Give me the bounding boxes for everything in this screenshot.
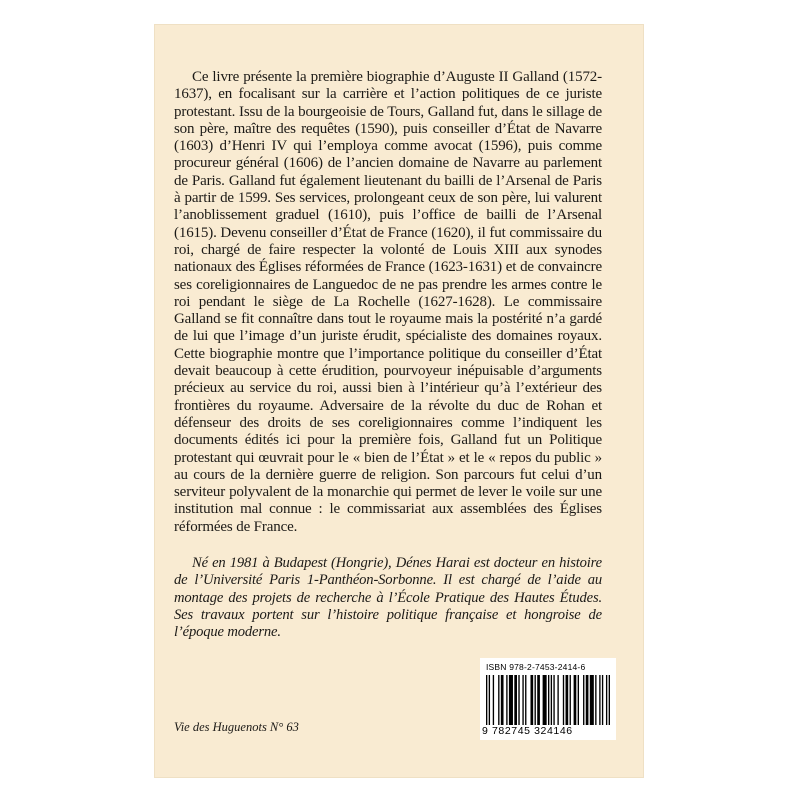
barcode-bar	[548, 675, 549, 725]
barcode-bar	[489, 675, 490, 725]
barcode-bar	[557, 675, 558, 725]
barcode-bar	[530, 675, 533, 725]
barcode-bar	[506, 675, 507, 725]
barcode-bar	[514, 675, 517, 725]
series-label: Vie des Huguenots N° 63	[174, 720, 299, 734]
barcode-bar	[606, 675, 607, 725]
barcode-bar	[566, 675, 569, 725]
author-bio: Né en 1981 à Budapest (Hongrie), Dénes Harai est docteur en histoire de l’Université Paris 1-Panthéon-Sorbonne. Il est chargé de l’aide au montage des projets de recherche à l’École Pratique des Hautes Études. Ses travaux portent sur l’histoire politique française et hongroise de l’époque moderne.	[174, 555, 602, 641]
isbn-number: ISBN 978-2-7453-2414-6	[486, 662, 586, 672]
barcode-bar	[563, 675, 564, 725]
barcode-bar	[525, 675, 526, 725]
barcode-bar	[518, 675, 519, 725]
barcode-bar	[553, 675, 554, 725]
barcode-bar	[509, 675, 513, 725]
barcode-bar	[602, 675, 603, 725]
barcode-bar	[583, 675, 584, 725]
barcode-bar	[551, 675, 552, 725]
barcode-bar	[493, 675, 494, 725]
barcode-bar	[609, 675, 610, 725]
barcode-bar	[522, 675, 523, 725]
barcode-bar	[537, 675, 540, 725]
book-blurb: Ce livre présente la première biographie d’Auguste II Galland (1572-1637), en focalisant sur la carrière et l’action politiques de ce juriste protestant. Issu de la bourgeoisie de Tours, Galland fut, dans le sillage de son père, maître des requêtes (1590), puis conseiller d’État de Navarre (1603) d’Henri IV qui l’employa comme avocat (1596), puis comme procureur général (1606) de l’ancien domaine de Navarre au parlement de Paris. Galland fut également lieutenant du bailli de l’Arsenal de Paris à partir de 1599. Ses services, prolongeant ceux de son père, lui valurent l’anoblissement graduel (1610), puis l’office de bailli de l’Arsenal (1615). Devenu conseiller d’État de France (1620), il fut commissaire du roi, chargé de faire respecter la volonté de Louis XIII aux synodes nationaux des Églises réformées de France (1623-1631) et de convaincre ses coreligionnaires de Languedoc de ne pas prendre les armes contre le roi pendant le siège de La Rochelle (1627-1628). Le commissaire Galland se fit connaître dans tout le royaume mais la postérité n’a gardé de lui que l’image d’un juriste érudit, spécialiste des domaines royaux. Cette biographie montre que l’importance politique du conseiller d’État devait beaucoup à cette érudition, pourvoyeur inépuisable d’arguments précieux au service du roi, aussi bien à l’intérieur qu’à l’extérieur des frontières du royaume. Adversaire de la révolte du duc de Rohan et défenseur des droits de ses coreligionnaires comme l’indiquent les documents édités ici pour la première fois, Galland fut un Politique protestant qui œuvrait pour le « bien de l’État » et le « repos du public » au cours de la dernière guerre de religion. Son parcours fut celui d’un serviteur polyvalent de la monarchie qui permet de lever le voile sur une institution mal connue : le commissariat aux assemblées des Églises réformées de France.	[174, 69, 602, 535]
barcode-bar	[486, 675, 487, 725]
barcode-bar	[501, 675, 504, 725]
ean-digits: 9 782745 324146	[482, 725, 573, 737]
barcode-bars-icon	[486, 675, 610, 725]
book-back-cover	[155, 25, 643, 777]
isbn-barcode	[480, 658, 616, 740]
barcode-bar	[570, 675, 571, 725]
barcode-bar	[535, 675, 536, 725]
barcode-bar	[578, 675, 579, 725]
barcode-bar	[543, 675, 547, 725]
barcode-bar	[590, 675, 594, 725]
barcode-bar	[498, 675, 499, 725]
barcode-bar	[595, 675, 596, 725]
barcode-bar	[574, 675, 577, 725]
barcode-bar	[586, 675, 589, 725]
barcode-bar	[599, 675, 600, 725]
